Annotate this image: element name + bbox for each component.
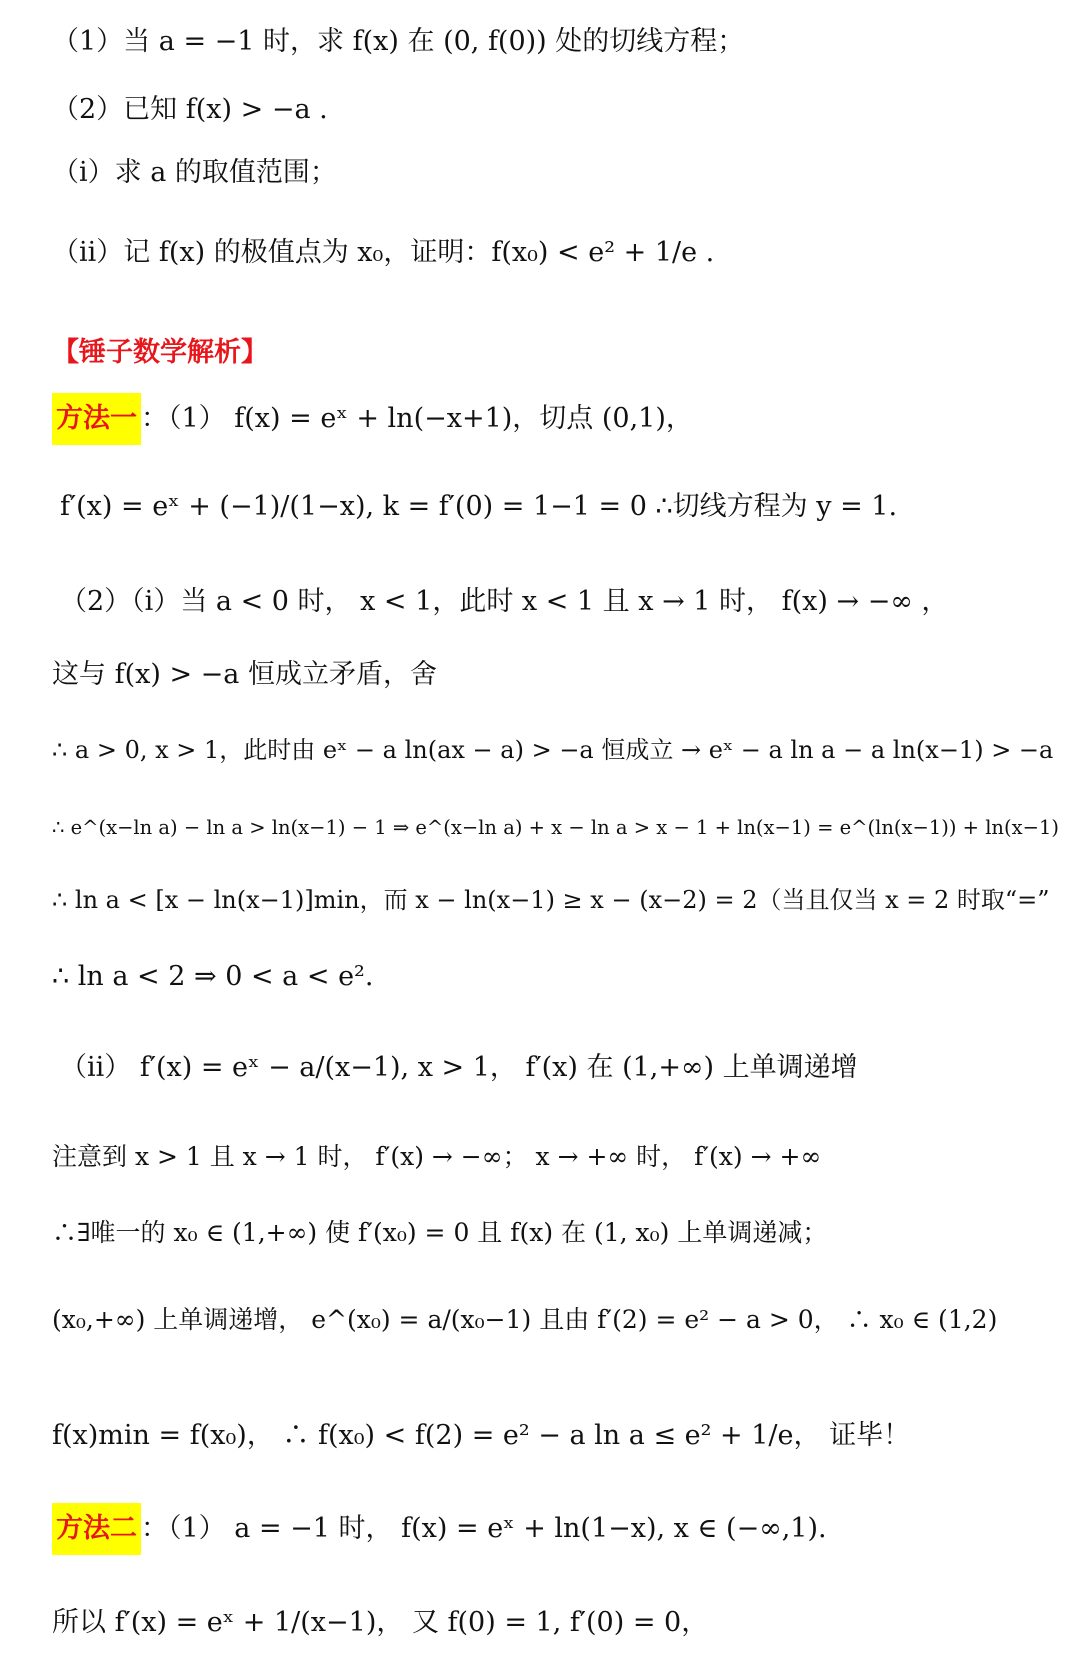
method-1-line-7: ∴ ln a < [x − ln(x−1)]min，而 x − ln(x−1) ≥ x − (x−2) = 2（当且仅当 x = 2 时取“=”	[52, 886, 1050, 914]
method-1-line-8: ∴ ln a < 2 ⇒ 0 < a < e².	[52, 961, 374, 992]
method-2-line-1	[52, 1503, 827, 1555]
method-1-line-9: （ii） f′(x) = eˣ − a/(x−1), x > 1， f′(x) 在 (1,+∞) 上单调递增	[60, 1052, 858, 1083]
method-1-line-13: f(x)min = f(x₀)， ∴ f(x₀) < f(2) = e² − a ln a ≤ e² + 1/e， 证毕！	[52, 1420, 911, 1451]
method-1-line-4: 这与 f(x) > −a 恒成立矛盾，舍	[52, 659, 437, 690]
method-1-line-10: 注意到 x > 1 且 x → 1 时， f′(x) → −∞； x → +∞ 时， f′(x) → +∞	[52, 1142, 822, 1171]
question-2-i: （i）求 a 的取值范围；	[52, 157, 337, 188]
method-2-line-2: 所以 f′(x) = eˣ + 1/(x−1)， 又 f(0) = 1, f′(0) = 0，	[52, 1607, 709, 1638]
question-1: （1）当 a = −1 时，求 f(x) 在 (0, f(0)) 处的切线方程；	[52, 26, 745, 57]
method-1-line-12: (x₀,+∞) 上单调递增， e^(x₀) = a/(x₀−1) 且由 f′(2) = e² − a > 0， ∴ x₀ ∈ (1,2)	[52, 1305, 998, 1334]
method-1-line-1-text: ：（1） f(x) = eˣ + ln(−x+1)，切点 (0,1)，	[141, 403, 693, 434]
method-1-line-5: ∴ a > 0, x > 1，此时由 eˣ − a ln(ax − a) > −a 恒成立 → eˣ − a ln a − a ln(x−1) > −a	[52, 736, 1054, 764]
method-1-line-11: ∴∃唯一的 x₀ ∈ (1,+∞) 使 f′(x₀) = 0 且 f(x) 在 (1, x₀) 上单调递减；	[52, 1218, 828, 1247]
question-2: （2）已知 f(x) > −a .	[52, 94, 328, 125]
method-1-line-3: （2）（i）当 a < 0 时， x < 1，此时 x < 1 且 x → 1 时， f(x) → −∞ ，	[60, 586, 949, 617]
method-1-line-1	[52, 393, 693, 445]
method-2-label: 方法二	[52, 1503, 141, 1555]
method-1-line-2: f′(x) = eˣ + (−1)/(1−x), k = f′(0) = 1−1 = 0 ∴切线方程为 y = 1.	[60, 491, 898, 522]
method-2-line-1-text: ：（1） a = −1 时， f(x) = eˣ + ln(1−x), x ∈ (−∞,1).	[141, 1513, 827, 1544]
method-1-label: 方法一	[52, 393, 141, 445]
method-1-line-6: ∴ e^(x−ln a) − ln a > ln(x−1) − 1 ⇒ e^(x−ln a) + x − ln a > x − 1 + ln(x−1) = e^(ln(x−1)) + ln(x−1)	[52, 816, 1059, 839]
analysis-heading: 【锤子数学解析】	[52, 337, 268, 368]
question-2-ii: （ii）记 f(x) 的极值点为 x₀，证明：f(x₀) < e² + 1/e .	[52, 237, 715, 268]
